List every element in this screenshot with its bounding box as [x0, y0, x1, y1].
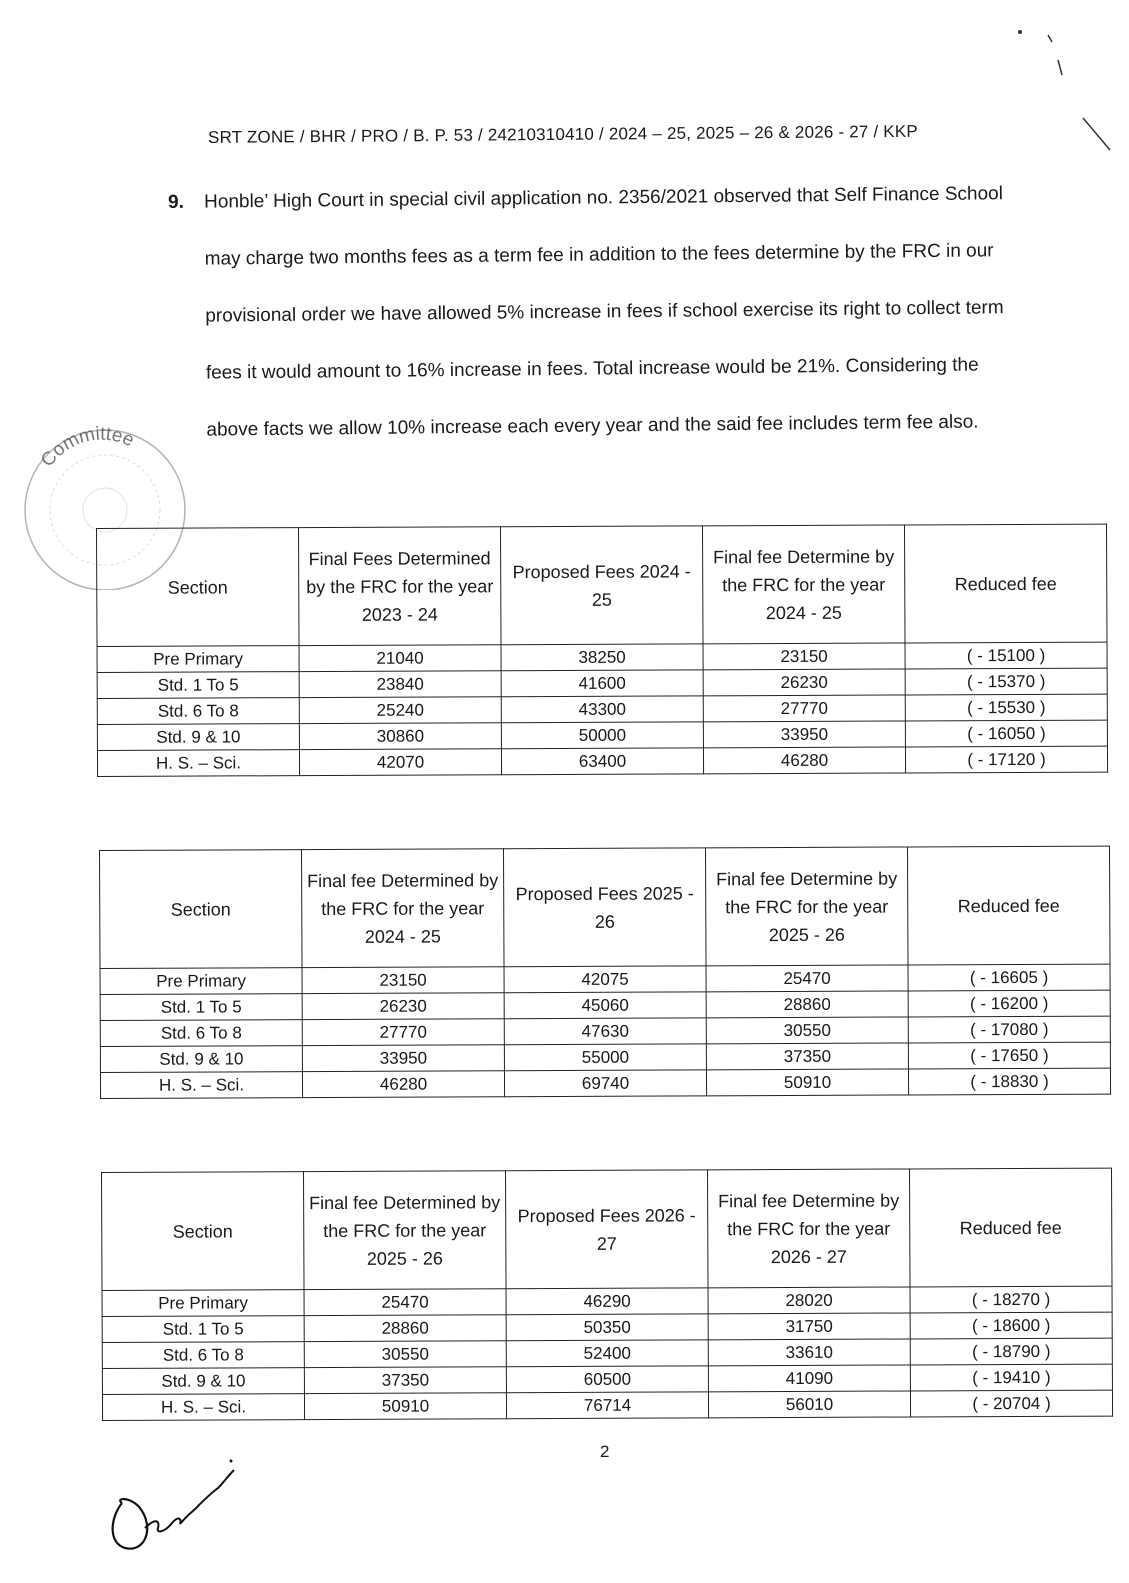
cell: 46280 — [703, 747, 905, 774]
header-final-fee-frc: Final fee Determine by the FRC for the year 2024 - 25 — [702, 525, 905, 644]
cell: 52400 — [506, 1340, 708, 1367]
cell: 21040 — [299, 645, 501, 672]
cell: 46280 — [302, 1071, 504, 1098]
cell: 60500 — [506, 1366, 708, 1393]
cell: Std. 9 & 10 — [100, 1046, 302, 1073]
cell: Std. 9 & 10 — [97, 724, 299, 751]
cell: 56010 — [708, 1391, 910, 1418]
cell: 50350 — [506, 1314, 708, 1341]
cell: 26230 — [302, 993, 504, 1020]
cell: 25240 — [299, 697, 501, 724]
cell: ( - 17080 ) — [908, 1016, 1110, 1043]
cell: ( - 16050 ) — [905, 720, 1107, 747]
cell: Pre Primary — [97, 646, 299, 673]
table-row — [102, 1390, 1112, 1420]
cell: 30550 — [304, 1341, 506, 1368]
cell: H. S. – Sci. — [102, 1394, 304, 1421]
cell: 69740 — [504, 1070, 706, 1097]
table-row — [100, 1068, 1110, 1098]
paragraph-line: Honble’ High Court in special civil application no. 2356/2021 observed that Self Finance School — [203, 183, 1004, 213]
cell: H. S. – Sci. — [100, 1072, 302, 1099]
svg-text:Committee — [37, 424, 137, 471]
cell: Std. 1 To 5 — [100, 994, 302, 1021]
paragraph-line: may charge two months fees as a term fee in addition to the fees determine by the FRC in our — [204, 240, 994, 270]
cell: 42075 — [504, 966, 706, 993]
header-reduced-fee: Reduced fee — [907, 846, 1110, 965]
cell: 27770 — [703, 695, 905, 722]
cell: ( - 18600 ) — [910, 1312, 1112, 1339]
cell: ( - 20704 ) — [910, 1390, 1112, 1417]
cell: 37350 — [304, 1367, 506, 1394]
cell: 28860 — [304, 1315, 506, 1342]
cell: 30550 — [706, 1017, 908, 1044]
cell: ( - 15530 ) — [905, 694, 1107, 721]
cell: Std. 9 & 10 — [102, 1368, 304, 1395]
header-proposed-fees: Proposed Fees 2026 - 27 — [505, 1170, 708, 1289]
seal-text: Committee — [37, 423, 138, 472]
paragraph-line: fees it would amount to 16% increase in fees. Total increase would be 21%. Considering the — [205, 354, 979, 384]
cell: 50910 — [706, 1069, 908, 1096]
cell: ( - 17650 ) — [908, 1042, 1110, 1069]
cell: 41090 — [708, 1365, 910, 1392]
table-row — [97, 746, 1107, 776]
paragraph-line: above facts we allow 10% increase each every year and the said fee includes term fee also. — [206, 411, 979, 441]
cell: 23150 — [703, 643, 905, 670]
cell: ( - 15370 ) — [905, 668, 1107, 695]
cell: ( - 16200 ) — [908, 990, 1110, 1017]
cell: 33950 — [703, 721, 905, 748]
header-final-fee-frc: Final fee Determine by the FRC for the year 2025 - 26 — [705, 847, 908, 966]
cell: Pre Primary — [100, 968, 302, 995]
cell: ( - 17120 ) — [905, 746, 1107, 773]
cell: 50000 — [501, 722, 703, 749]
header-section: Section — [97, 528, 300, 647]
cell: 33610 — [708, 1339, 910, 1366]
cell: ( - 18830 ) — [908, 1068, 1110, 1095]
cell: Std. 1 To 5 — [102, 1316, 304, 1343]
cell: 41600 — [501, 670, 703, 697]
cell: 27770 — [302, 1019, 504, 1046]
cell: 23150 — [302, 967, 504, 994]
cell: 30860 — [299, 723, 501, 750]
fee-table-2026-27 — [101, 1168, 1113, 1421]
cell: ( - 19410 ) — [910, 1364, 1112, 1391]
cell: 31750 — [708, 1313, 910, 1340]
cell: 33950 — [302, 1045, 504, 1072]
fee-table-2025-26 — [99, 846, 1111, 1099]
cell: H. S. – Sci. — [97, 750, 299, 777]
cell: ( - 15100 ) — [905, 642, 1107, 669]
cell: 37350 — [706, 1043, 908, 1070]
cell: 25470 — [706, 965, 908, 992]
cell: ( - 18270 ) — [910, 1286, 1112, 1313]
cell: 47630 — [504, 1018, 706, 1045]
cell: Std. 6 To 8 — [97, 698, 299, 725]
header-final-fees-prev: Final fee Determined by the FRC for the year 2025 - 26 — [304, 1171, 507, 1290]
cell: 46290 — [506, 1288, 708, 1315]
paragraph-9 — [168, 182, 1098, 441]
cell: 55000 — [504, 1044, 706, 1071]
paragraph-number: 9. — [168, 191, 185, 213]
header-final-fees-prev: Final Fees Determined by the FRC for the year 2023 - 24 — [299, 527, 502, 646]
cell: 50910 — [304, 1393, 506, 1420]
cell: 26230 — [703, 669, 905, 696]
cell: ( - 16605 ) — [908, 964, 1110, 991]
scan-marks — [1000, 20, 1120, 160]
cell: 25470 — [304, 1289, 506, 1316]
cell: Std. 1 To 5 — [97, 672, 299, 699]
header-final-fees-prev: Final fee Determined by the FRC for the year 2024 - 25 — [302, 849, 505, 968]
cell: 45060 — [504, 992, 706, 1019]
cell: 28020 — [708, 1287, 910, 1314]
paragraph-line: provisional order we have allowed 5% increase in fees if school exercise its right to collect term — [205, 297, 1004, 327]
header-reduced-fee: Reduced fee — [904, 524, 1107, 643]
cell: ( - 18790 ) — [910, 1338, 1112, 1365]
header-section: Section — [100, 850, 303, 969]
page-number: 2 — [600, 1442, 610, 1461]
cell: 23840 — [299, 671, 501, 698]
fee-table-2024-25 — [96, 524, 1108, 777]
cell: Std. 6 To 8 — [102, 1342, 304, 1369]
header-reduced-fee: Reduced fee — [909, 1168, 1112, 1287]
cell: Std. 6 To 8 — [100, 1020, 302, 1047]
header-final-fee-frc: Final fee Determine by the FRC for the year 2026 - 27 — [707, 1169, 910, 1288]
cell: Pre Primary — [102, 1290, 304, 1317]
cell: 76714 — [506, 1392, 708, 1419]
cell: 28860 — [706, 991, 908, 1018]
cell: 38250 — [501, 644, 703, 671]
cell: 43300 — [501, 696, 703, 723]
signature — [100, 1448, 250, 1558]
header-section: Section — [102, 1172, 305, 1291]
cell: 42070 — [299, 749, 501, 776]
header-proposed-fees: Proposed Fees 2025 - 26 — [503, 848, 706, 967]
reference-line: SRT ZONE / BHR / PRO / B. P. 53 / 24210310410 / 2024 – 25, 2025 – 26 & 2026 - 27 / KKP — [207, 121, 918, 147]
header-proposed-fees: Proposed Fees 2024 - 25 — [500, 526, 703, 645]
cell: 63400 — [501, 748, 703, 775]
